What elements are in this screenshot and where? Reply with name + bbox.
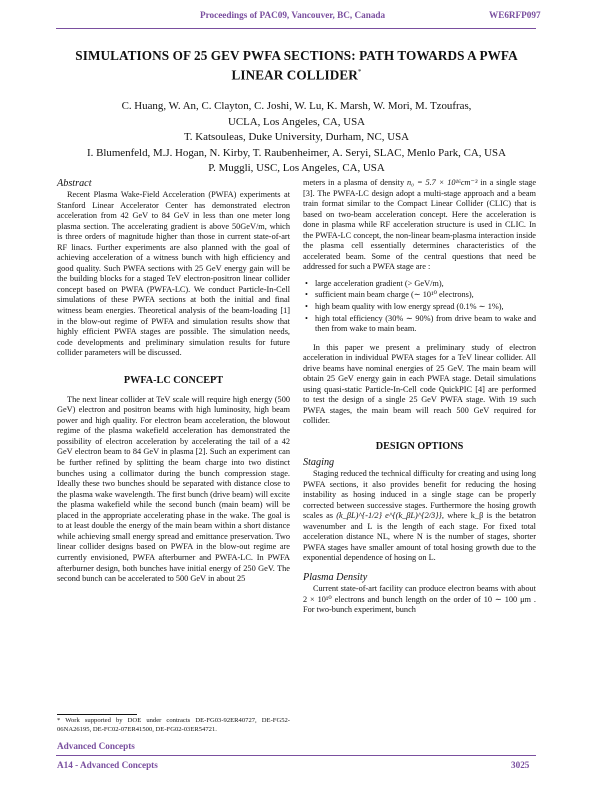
conference-name: Proceedings of PAC09, Vancouver, BC, Canada xyxy=(200,10,386,20)
affiliation-line: UCLA, Los Angeles, CA, USA xyxy=(227,115,366,128)
category-label: Advanced Concepts xyxy=(57,741,135,751)
abstract-text: Recent Plasma Wake-Field Acceleration (PWFA) experiments at Stanford Linear Accelerator Center has demonstrated electron acceleration from 42 GeV to 84 GeV in less than one meter long plasma section. The accelerating gradient is above 50GeV/m, which is three orders of magnitude higher than those in current state-of-art RF linacs. Further experiments are also planned with the goal of achieving acceleration of a witness bunch with high efficiency and good quality. Such PWFA sections with 25 GeV energy gain will be the building blocks for a staged TeV electron-positron linear collider concept based on PWFA (PWFA-LC). We conduct Particle-In-Cell simulations of these PWFA sections at both the initial and final witness beam energies. Theoretical analysis of the beam-loading [1] in the blow-out regime of PWFA and simulation results show that highly efficient PWFA stages are possible. The simulation needs, code developments and preliminary simulation results for future collider parameters will be discussed. xyxy=(57,190,290,358)
list-item: • large acceleration gradient (> GeV/m), xyxy=(305,278,444,288)
right-paragraph-2: In this paper we present a preliminary study of electron acceleration in individual PWFA stages for a TeV linear collider. All drive beams have nominal energies of 25 GeV. The main beam will obtain 25 GeV energy gain in each PWFA stage. Detail simulations using quasi-static Particle-In-Cell code QuickPIC [4] are performed to test the design of a single 25 GeV PWFA stage. With 19 such PWFA stages, the main beam will reach 500 GeV required for collider. xyxy=(303,342,536,426)
header-rule xyxy=(56,28,536,29)
requirements-list xyxy=(303,279,536,335)
author-line: C. Huang, W. An, C. Clayton, C. Joshi, W. Lu, K. Marsh, W. Mori, M. Tzoufras, xyxy=(121,100,472,112)
right-column xyxy=(303,178,536,616)
footnote: * Work supported by DOE under contracts DE-FG03-92ER40727, DE-FG52-06NA26195, DE-FC02-07ER41500, DE-FG02-03ER54721. xyxy=(57,717,290,733)
paper-title xyxy=(50,47,543,83)
author-line: T. Katsouleas, Duke University, Durham, NC, USA xyxy=(183,131,410,143)
subsection-heading-staging: Staging xyxy=(303,457,335,469)
density-formula: n₀ = 5.7 × 10¹⁶cm⁻³ xyxy=(407,178,478,187)
footnote-rule xyxy=(57,714,137,715)
concept-text: The next linear collider at TeV scale will require high energy (500 GeV) electron and positron beams with high luminosity, high beam power and high quality. For electron beam acceleration, the blowout regime of the plasma wakefield acceleration has demonstrated the possibility of electron acceleration by accelerating the tail of a 42 GeV electron beam to 84 GeV in plasma [2]. Such an experiment can be further refined by splitting the beam charge into two distinct bunches using a collimator during the bunch compression stage. Ideally these two bunches should be separated with distance close to the plasma wake wavelength. The first bunch (drive beam) will excite the plasma wakefield while the second bunch (main beam) will be placed in the appropriate accelerating phase in the wake. The goal is to at least double the energy of the main beam within a short distance while achieving small energy spread and emittance preservation. Two linear collider designs based on PWFA in the blow-out regime are currently envisioned, PWFA afterburner and PWFA-LC. In PWFA afterburner design, both bunches have initial energy of 250 GeV. The second bunch can be accelerated to 500 GeV in about 25 xyxy=(57,394,290,584)
page-number: 3025 xyxy=(511,760,530,770)
list-item: • high beam quality with low energy spread (0.1% ∼ 1%), xyxy=(305,302,504,312)
left-column xyxy=(57,178,290,585)
bullet-icon: • xyxy=(305,290,308,300)
section-label: A14 - Advanced Concepts xyxy=(57,760,158,770)
author-line: P. Muggli, USC, Los Angeles, CA, USA xyxy=(208,162,385,174)
staging-text: Staging reduced the technical difficulty for creating and using long PWFA sections, it also provides benefit for reducing the hosing instability as hosing induced in a single stage can be properly corrected between successive stages. Furthermore the hosing growth scales as (k_βL)^{-1/2} e^{(k_βL)^{2/3}}, where k_β is the betatron wavenumber and L is the length of each stage. For fixed total acceleration distance NL, where N is the number of stages, shorter PWFA stages have smaller amount of total hosing growth due to the exponential dependence of hosing on L. xyxy=(303,469,536,563)
bullet-icon: • xyxy=(305,313,308,323)
footer-rule xyxy=(56,755,536,756)
running-header xyxy=(0,10,593,24)
list-item: • sufficient main beam charge (∼ 10¹⁰ electrons), xyxy=(305,290,474,300)
right-paragraph-1: meters in a plasma of density n₀ = 5.7 × 10¹⁶cm⁻³ in a single stage [3]. The PWFA-LC design adopt a multi-stage approach and a beam train format similar to the Compact Linear Collider (CLIC) that is based on two-beam acceleration concept. Here the acceleration is done in plasma while RF acceleration structure is used in CLIC. In the PWFA-LC concept, the non-linear beam-plasma interaction inside the plasma cell essentially determines characteristics of the accelerated beam. Some of the central questions that need be addressed for such a PWFA stage are : xyxy=(303,178,537,272)
density-text: Current state-of-art facility can produce electron beams with about 2 × 10¹⁰ electrons and bunch length on the order of 10 ∼ 100 μm . For two-bunch experiment, bunch xyxy=(303,583,536,615)
section-heading-design: DESIGN OPTIONS xyxy=(375,441,464,453)
bullet-icon: • xyxy=(305,302,308,312)
paper-id: WE6RFP097 xyxy=(489,10,541,20)
title-footnote-mark: * xyxy=(357,68,362,76)
bullet-icon: • xyxy=(305,278,308,288)
hosing-formula: (k_βL)^{-1/2} e^{(k_βL)^{2/3}} xyxy=(336,511,442,521)
list-item: • high total efficiency (30% ∼ 90%) from drive beam to wake and then from wake to main beam. xyxy=(305,313,536,334)
abstract-heading: Abstract xyxy=(57,178,92,189)
title-line-2: LINEAR COLLIDER xyxy=(231,67,358,83)
title-line-1: SIMULATIONS OF 25 GEV PWFA SECTIONS: PATH TOWARDS A PWFA xyxy=(75,48,518,63)
subsection-heading-density: Plasma Density xyxy=(303,571,368,583)
author-block xyxy=(40,99,553,177)
author-line: I. Blumenfeld, M.J. Hogan, N. Kirby, T. Raubenheimer, A. Seryi, SLAC, Menlo Park, CA, USA xyxy=(87,146,506,159)
section-heading-concept: PWFA-LC CONCEPT xyxy=(123,374,224,386)
